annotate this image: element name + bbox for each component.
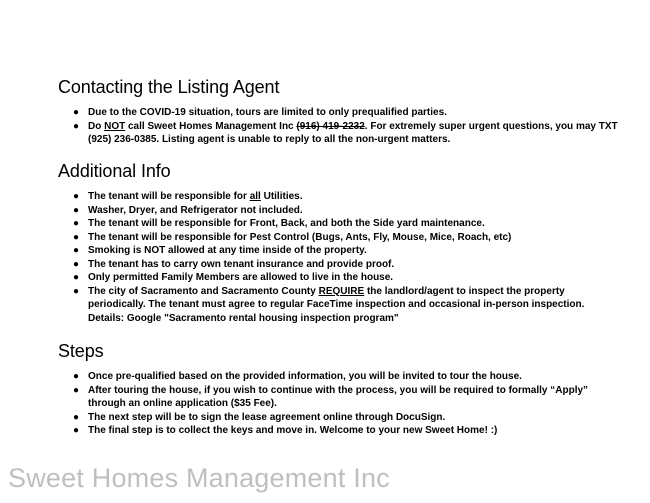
list-item: ● Do NOT call Sweet Homes Management Inc (916) 419-2232. For extremely super urgent questions, you may TXT (925) 236-0385. Listing agent is unable to reply to all the non-urgent matters. bbox=[73, 120, 618, 145]
underlined-not: NOT bbox=[104, 120, 126, 132]
list-item: ● The final step is to collect the keys and move in. Welcome to your new Sweet Home! :) bbox=[73, 425, 498, 436]
list-item: ● The city of Sacramento and Sacramento County REQUIRE the landlord/agent to inspect the property periodically. The tenant must agree to regular FaceTime inspection and occasional in-person inspection. Details: Google "Sacramento rental housing inspection program" bbox=[73, 285, 585, 324]
heading-contact: Contacting the Listing Agent bbox=[58, 77, 280, 97]
bullet-icon: ● bbox=[73, 411, 80, 423]
struck-phone: (916) 419-2232 bbox=[296, 120, 365, 132]
bullet-icon: ● bbox=[73, 371, 80, 382]
bullet-icon: ● bbox=[73, 120, 80, 132]
underlined-require: REQUIRE bbox=[318, 285, 365, 297]
underlined-all: all bbox=[249, 191, 261, 202]
list-item: ● Once pre-qualified based on the provided information, you will be invited to tour the house. bbox=[73, 371, 522, 382]
bullet-icon: ● bbox=[73, 107, 80, 118]
heading-additional-info: Additional Info bbox=[58, 161, 171, 181]
watermark-text: Sweet Homes Management Inc bbox=[8, 463, 390, 493]
bullet-icon: ● bbox=[73, 272, 80, 283]
list-item: ● The tenant will be responsible for Pest Control (Bugs, Ants, Fly, Mouse, Mice, Roach, etc) bbox=[73, 231, 512, 243]
bullet-icon: ● bbox=[73, 218, 80, 229]
bullet-icon: ● bbox=[73, 204, 80, 216]
list-item: ● Due to the COVID-19 situation, tours are limited to only prequalified parties. bbox=[73, 107, 447, 118]
heading-steps: Steps bbox=[58, 341, 104, 361]
list-item: ● Smoking is NOT allowed at any time inside of the property. bbox=[73, 245, 367, 256]
list-item: ● The next step will be to sign the lease agreement online through DocuSign. bbox=[73, 411, 446, 423]
list-steps bbox=[58, 370, 618, 438]
bullet-icon: ● bbox=[73, 191, 80, 202]
list-item: ● The tenant has to carry own tenant insurance and provide proof. bbox=[73, 258, 395, 270]
list-item: ● Only permitted Family Members are allowed to live in the house. bbox=[73, 272, 394, 283]
bullet-icon: ● bbox=[73, 425, 80, 436]
bullet-icon: ● bbox=[73, 285, 80, 297]
list-additional-info bbox=[58, 190, 618, 325]
bullet-icon: ● bbox=[73, 258, 80, 270]
bullet-icon: ● bbox=[73, 245, 80, 256]
list-item: ● Washer, Dryer, and Refrigerator not included. bbox=[73, 204, 303, 216]
list-item: ● The tenant will be responsible for Front, Back, and both the Side yard maintenance. bbox=[73, 218, 485, 229]
bullet-icon: ● bbox=[73, 231, 80, 243]
section-steps bbox=[58, 340, 618, 438]
bullet-icon: ● bbox=[73, 384, 80, 396]
section-additional-info bbox=[58, 160, 618, 325]
section-contact bbox=[58, 76, 618, 147]
list-contact bbox=[58, 106, 618, 147]
list-item: ● The tenant will be responsible for all Utilities. bbox=[73, 191, 303, 202]
list-item: ● After touring the house, if you wish to continue with the process, you will be required to formally “Apply” through an online application ($35 Fee). bbox=[73, 384, 589, 409]
